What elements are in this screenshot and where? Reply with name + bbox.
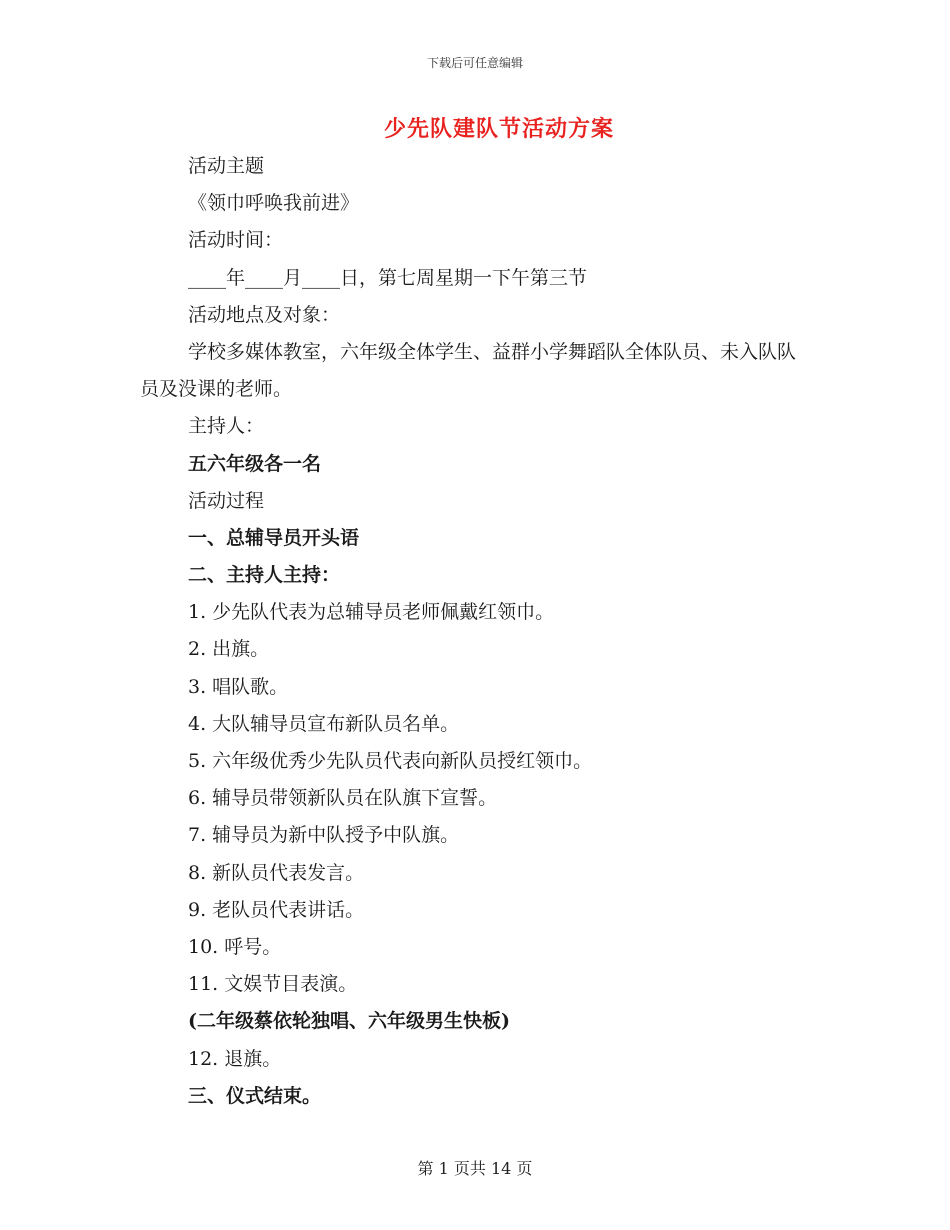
section-heading-3: 三、仪式结束。	[188, 1084, 322, 1107]
page-number: 第 1 页共 14 页	[417, 1159, 533, 1178]
list-item-note: (二年级蔡依轮独唱、六年级男生快板)	[188, 1010, 510, 1033]
list-item: 6. 辅导员带领新队员在队旗下宣誓。	[188, 787, 498, 810]
list-item: 8. 新队员代表发言。	[188, 861, 365, 884]
list-item: 5. 六年级优秀少先队员代表向新队员授红领巾。	[188, 750, 593, 773]
paragraph-host-label: 主持人：	[188, 415, 265, 438]
section-heading-1: 一、总辅导员开头语	[188, 526, 360, 549]
paragraph-activity-theme-label: 活动主题	[188, 155, 265, 177]
paragraph-activity-theme: 《领巾呼唤我前进》	[188, 192, 360, 215]
list-item: 12. 退旗。	[188, 1047, 282, 1070]
section-heading-2: 二、主持人主持：	[188, 564, 341, 587]
paragraph-location-label: 活动地点及对象：	[188, 303, 341, 326]
paragraph-host: 五六年级各一名	[188, 452, 322, 475]
list-item: 9. 老队员代表讲话。	[188, 898, 365, 921]
header-note: 下载后可任意编辑	[426, 56, 523, 70]
document-title: 少先队建队节活动方案	[383, 116, 614, 142]
list-item: 1. 少先队代表为总辅导员老师佩戴红领巾。	[188, 601, 555, 624]
list-item: 3. 唱队歌。	[188, 675, 289, 698]
list-item: 10. 呼号。	[188, 935, 282, 958]
document-body	[140, 148, 800, 1115]
paragraph-process-label: 活动过程	[188, 489, 265, 512]
list-item: 7. 辅导员为新中队授予中队旗。	[188, 824, 460, 847]
list-item: 11. 文娱节目表演。	[188, 973, 358, 996]
paragraph-location: 学校多媒体教室，六年级全体学生、益群小学舞蹈队全体队员、未入队队员及没课的老师。	[140, 340, 797, 401]
paragraph-activity-time: ____年____月____日，第七周星期一下午第三节	[188, 266, 588, 289]
list-item: 4. 大队辅导员宣布新队员名单。	[188, 712, 460, 735]
paragraph-activity-time-label: 活动时间：	[188, 229, 284, 252]
list-item: 2. 出旗。	[188, 638, 270, 661]
